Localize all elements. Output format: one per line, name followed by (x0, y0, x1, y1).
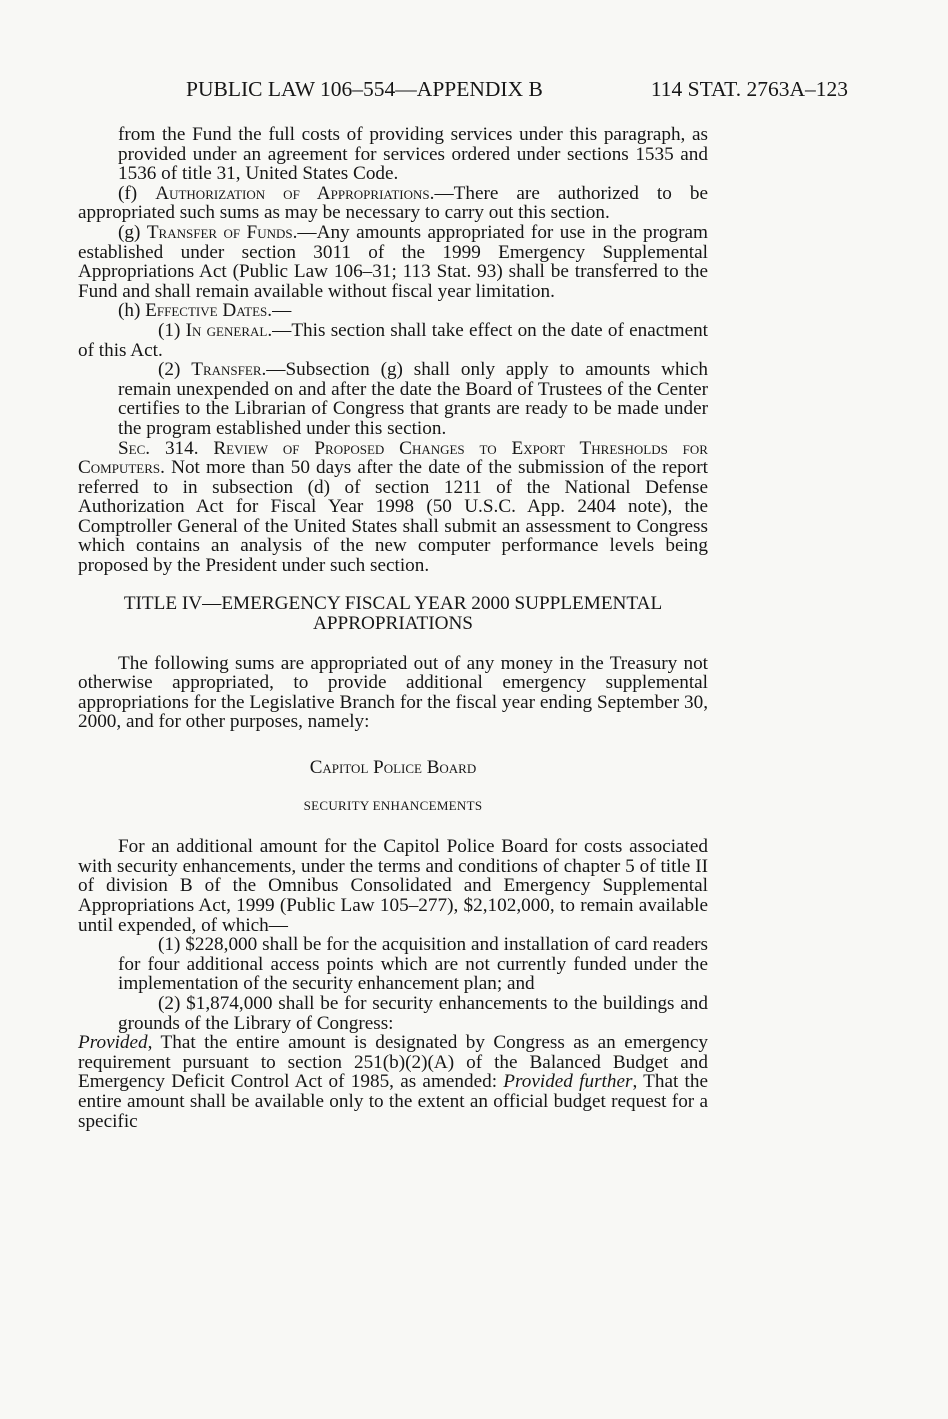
paragraph-h1 (78, 321, 708, 360)
subsection-g-label: (g) (118, 221, 147, 243)
subsection-f-label: (f) (118, 182, 156, 204)
subsection-g-heading: Transfer of Funds. (146, 221, 298, 243)
document-body (78, 125, 708, 1131)
paragraph-h2 (78, 360, 708, 438)
paragraph-continuation: from the Fund the full costs of providing services under this paragraph, as provided under an agreement for services ordered under sections 1535 and 1536 of title 31, United States Code. (118, 124, 708, 185)
subsection-f (78, 184, 708, 223)
paragraph-h1-label: (1) (158, 319, 186, 341)
header-title: PUBLIC LAW 106–554—APPENDIX B (186, 77, 543, 101)
section-314-label: Sec. 314. (118, 437, 214, 459)
paragraph-h2-text: —Subsection (g) shall only apply to amounts which remain unexpended on and after the date the Board of Trustees of the Center certifies to the Librarian of Congress that grants are ready to be made under the program established under this section. (118, 359, 708, 439)
item-1: (1) $228,000 shall be for the acquisition and installation of card readers for four additional access points which are not currently funded under the implementation of the security enhancement plan; and (118, 934, 708, 995)
subsection-f-text: —There are authorized to be appropriated such sums as may be necessary to carry out this section. (78, 182, 709, 224)
paragraph-h1-heading: In general. (185, 319, 273, 341)
title-iv-line1: TITLE IV—EMERGENCY FISCAL YEAR 2000 SUPPLEMENTAL (123, 592, 663, 614)
paragraph-h1-text: —This section shall take effect on the date of enactment of this Act. (78, 319, 709, 361)
header-stat-citation: 114 STAT. 2763A–123 (650, 77, 848, 101)
subsection-f-heading: Authorization of Appropriations. (155, 182, 435, 204)
paragraph-h2-label: (2) (158, 359, 192, 381)
security-enhancements-heading: SECURITY ENHANCEMENTS (303, 797, 483, 813)
section-314 (78, 439, 708, 576)
appropriation-paragraph: For an additional amount for the Capitol Police Board for costs associated with security enhancements, under the terms and conditions of chapter 5 of title II of division B of the Omnibus Consolidated and Emergency Supplemental Appropriations Act, 1999 (Public Law 105–277), $2,102,000, to remain available until expended, of which— (78, 836, 708, 936)
subsection-h-label: (h) (118, 300, 146, 322)
subsection-h (78, 301, 708, 321)
title-iv-heading (78, 594, 708, 634)
title-iv-line2: APPROPRIATIONS (313, 612, 473, 634)
title-iv-intro: The following sums are appropriated out of any money in the Treasury not otherwise appropriated, to provide additional emergency supplemental appropriations for the Legislative Branch for the fiscal year ending September 30, 2000, and for other purposes, namely: (78, 652, 708, 733)
page-header (186, 74, 848, 104)
capitol-police-board-heading: Capitol Police Board (309, 757, 477, 779)
paragraph-h2-heading: Transfer. (191, 359, 267, 381)
item-2: (2) $1,874,000 shall be for security enhancements to the buildings and grounds of the Library of Congress: (118, 992, 708, 1034)
subsection-g-text: —Any amounts appropriated for use in the program established under section 3011 of the 1999 Emergency Supplemental Appropriations Act (Public Law 106–31; 113 Stat. 93) shall be transferred to the Fund and shall remain available without fiscal year limitation. (78, 221, 708, 302)
section-314-text: Not more than 50 days after the date of the submission of the report referred to in subsection (d) of section 1211 of the National Defense Authorization Act for Fiscal Year 1998 (50 U.S.C. App. 2404 note), the Comptroller General of the United States shall submit an assessment to Congress which contains an analysis of the new computer performance levels being proposed by the President under such section. (78, 457, 708, 577)
proviso-1-text: , That the entire amount is designated by Congress as an emergency requirement pursuant to section 251(b)(2)(A) of the Balanced Budget and Emergency Deficit Control Act of 1985, as amended: (78, 1032, 708, 1093)
proviso-1-italic: Provided (78, 1032, 148, 1054)
section-314-heading: Review of Proposed Changes to Export Thresholds for Computers. (78, 437, 708, 479)
subsection-h-heading: Effective Dates. (145, 300, 273, 322)
proviso-2-italic: Provided further (503, 1071, 633, 1093)
proviso-2-text: , That the entire amount shall be available only to the extent an official budget request for a specific (78, 1071, 708, 1132)
subsection-g (78, 223, 708, 301)
subsection-h-text: — (272, 300, 292, 322)
proviso-paragraph (78, 1033, 708, 1131)
